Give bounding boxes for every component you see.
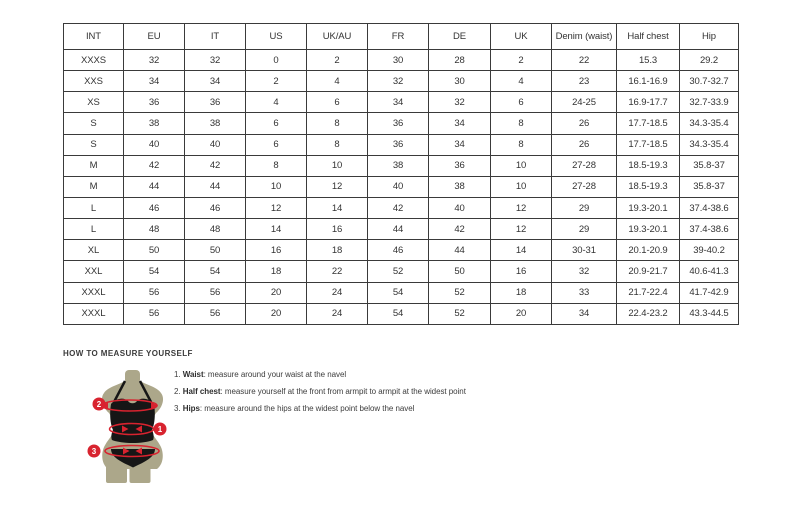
value-cell: 8 — [246, 155, 307, 176]
value-cell: 34 — [124, 71, 185, 92]
value-cell: 46 — [124, 197, 185, 218]
column-header: UK/AU — [307, 24, 368, 50]
value-cell: 44 — [124, 176, 185, 197]
value-cell: 40 — [185, 134, 246, 155]
value-cell: 50 — [185, 240, 246, 261]
value-cell: 14 — [307, 197, 368, 218]
value-cell: 23 — [552, 71, 617, 92]
value-cell: 22 — [307, 261, 368, 282]
table-row — [64, 282, 739, 303]
value-cell: 42 — [124, 155, 185, 176]
value-cell: 38 — [185, 113, 246, 134]
value-cell: 18.5-19.3 — [617, 176, 680, 197]
value-cell: 20 — [246, 303, 307, 324]
measure-step-hips — [174, 401, 466, 418]
value-cell: 34 — [552, 303, 617, 324]
value-cell: 19.3-20.1 — [617, 219, 680, 240]
size-cell: M — [64, 155, 124, 176]
value-cell: 38 — [124, 113, 185, 134]
value-cell: 40 — [429, 197, 491, 218]
value-cell: 18 — [491, 282, 552, 303]
value-cell: 41.7-42.9 — [680, 282, 739, 303]
value-cell: 0 — [246, 50, 307, 71]
value-cell: 16.1-16.9 — [617, 71, 680, 92]
value-cell: 10 — [491, 176, 552, 197]
value-cell: 10 — [491, 155, 552, 176]
measure-step-half-chest — [174, 384, 466, 401]
value-cell: 8 — [491, 134, 552, 155]
value-cell: 42 — [368, 197, 429, 218]
value-cell: 32 — [185, 50, 246, 71]
value-cell: 34 — [368, 92, 429, 113]
column-header: Half chest — [617, 24, 680, 50]
value-cell: 17.7-18.5 — [617, 113, 680, 134]
size-table-body — [64, 50, 739, 325]
badge-chest — [93, 398, 106, 411]
table-header-row — [64, 24, 739, 50]
size-cell: S — [64, 134, 124, 155]
value-cell: 34.3-35.4 — [680, 134, 739, 155]
table-row — [64, 71, 739, 92]
value-cell: 14 — [246, 219, 307, 240]
value-cell: 30.7-32.7 — [680, 71, 739, 92]
value-cell: 52 — [429, 303, 491, 324]
value-cell: 42 — [185, 155, 246, 176]
value-cell: 24 — [307, 303, 368, 324]
value-cell: 34.3-35.4 — [680, 113, 739, 134]
value-cell: 4 — [491, 71, 552, 92]
value-cell: 40.6-41.3 — [680, 261, 739, 282]
value-cell: 46 — [368, 240, 429, 261]
value-cell: 27-28 — [552, 176, 617, 197]
value-cell: 48 — [124, 219, 185, 240]
value-cell: 44 — [368, 219, 429, 240]
value-cell: 54 — [368, 303, 429, 324]
value-cell: 16 — [491, 261, 552, 282]
column-header: INT — [64, 24, 124, 50]
value-cell: 54 — [124, 261, 185, 282]
size-cell: XL — [64, 240, 124, 261]
value-cell: 16 — [246, 240, 307, 261]
value-cell: 15.3 — [617, 50, 680, 71]
value-cell: 32.7-33.9 — [680, 92, 739, 113]
value-cell: 36 — [185, 92, 246, 113]
value-cell: 20.9-21.7 — [617, 261, 680, 282]
value-cell: 20 — [246, 282, 307, 303]
value-cell: 6 — [491, 92, 552, 113]
value-cell: 30-31 — [552, 240, 617, 261]
column-header: UK — [491, 24, 552, 50]
value-cell: 37.4-38.6 — [680, 197, 739, 218]
value-cell: 32 — [368, 71, 429, 92]
value-cell: 29 — [552, 219, 617, 240]
size-cell: M — [64, 176, 124, 197]
value-cell: 8 — [307, 113, 368, 134]
value-cell: 2 — [246, 71, 307, 92]
column-header: Hip — [680, 24, 739, 50]
column-header: US — [246, 24, 307, 50]
size-cell: XXL — [64, 261, 124, 282]
value-cell: 29 — [552, 197, 617, 218]
table-row — [64, 50, 739, 71]
badge-hips — [88, 445, 101, 458]
value-cell: 37.4-38.6 — [680, 219, 739, 240]
value-cell: 56 — [124, 282, 185, 303]
value-cell: 42 — [429, 219, 491, 240]
column-header: Denim (waist) — [552, 24, 617, 50]
value-cell: 19.3-20.1 — [617, 197, 680, 218]
step-text: : measure around your waist at the navel — [203, 370, 347, 379]
value-cell: 22.4-23.2 — [617, 303, 680, 324]
table-row — [64, 261, 739, 282]
value-cell: 8 — [307, 134, 368, 155]
value-cell: 10 — [246, 176, 307, 197]
value-cell: 10 — [307, 155, 368, 176]
value-cell: 36 — [124, 92, 185, 113]
size-cell: S — [64, 113, 124, 134]
value-cell: 6 — [246, 134, 307, 155]
value-cell: 27-28 — [552, 155, 617, 176]
value-cell: 50 — [429, 261, 491, 282]
value-cell: 32 — [124, 50, 185, 71]
value-cell: 30 — [368, 50, 429, 71]
value-cell: 48 — [185, 219, 246, 240]
step-term: Waist — [182, 370, 204, 379]
value-cell: 12 — [491, 219, 552, 240]
value-cell: 16 — [307, 219, 368, 240]
value-cell: 54 — [185, 261, 246, 282]
size-chart-table — [63, 23, 739, 325]
value-cell: 54 — [368, 282, 429, 303]
value-cell: 44 — [429, 240, 491, 261]
value-cell: 28 — [429, 50, 491, 71]
column-header: EU — [124, 24, 185, 50]
step-text: : measure around the hips at the widest point below the navel — [199, 403, 415, 413]
table-row — [64, 197, 739, 218]
value-cell: 34 — [429, 134, 491, 155]
column-header: IT — [185, 24, 246, 50]
value-cell: 2 — [491, 50, 552, 71]
value-cell: 18 — [246, 261, 307, 282]
value-cell: 52 — [368, 261, 429, 282]
table-row — [64, 240, 739, 261]
table-row — [64, 176, 739, 197]
value-cell: 33 — [552, 282, 617, 303]
size-cell: XXXS — [64, 50, 124, 71]
value-cell: 4 — [307, 71, 368, 92]
table-row — [64, 92, 739, 113]
value-cell: 22 — [552, 50, 617, 71]
value-cell: 20 — [491, 303, 552, 324]
value-cell: 40 — [368, 176, 429, 197]
value-cell: 35.8-37 — [680, 155, 739, 176]
value-cell: 14 — [491, 240, 552, 261]
value-cell: 32 — [552, 261, 617, 282]
value-cell: 34 — [185, 71, 246, 92]
step-term: Half chest — [182, 386, 221, 396]
value-cell: 8 — [491, 113, 552, 134]
step-number: 1. — [174, 370, 181, 379]
value-cell: 52 — [429, 282, 491, 303]
value-cell: 4 — [246, 92, 307, 113]
value-cell: 12 — [246, 197, 307, 218]
value-cell: 46 — [185, 197, 246, 218]
step-number: 3. — [174, 403, 181, 413]
value-cell: 32 — [429, 92, 491, 113]
step-term: Hips — [182, 403, 200, 413]
value-cell: 56 — [185, 282, 246, 303]
column-header: DE — [429, 24, 491, 50]
value-cell: 36 — [368, 113, 429, 134]
value-cell: 24 — [307, 282, 368, 303]
value-cell: 18 — [307, 240, 368, 261]
value-cell: 36 — [429, 155, 491, 176]
step-text: : measure yourself at the front from armpit to armpit at the widest point — [220, 386, 466, 396]
value-cell: 2 — [307, 50, 368, 71]
badge-hips-number: 3 — [91, 446, 97, 456]
value-cell: 40 — [124, 134, 185, 155]
measure-steps — [174, 367, 466, 417]
table-row — [64, 219, 739, 240]
value-cell: 44 — [185, 176, 246, 197]
value-cell: 50 — [124, 240, 185, 261]
value-cell: 56 — [124, 303, 185, 324]
value-cell: 16.9-17.7 — [617, 92, 680, 113]
size-cell: XXXL — [64, 303, 124, 324]
measure-step-waist — [174, 367, 466, 384]
value-cell: 29.2 — [680, 50, 739, 71]
value-cell: 6 — [246, 113, 307, 134]
size-cell: XS — [64, 92, 124, 113]
measure-section-title: HOW TO MEASURE YOURSELF — [63, 349, 193, 358]
size-cell: XXS — [64, 71, 124, 92]
value-cell: 17.7-18.5 — [617, 134, 680, 155]
size-cell: L — [64, 219, 124, 240]
table-row — [64, 303, 739, 324]
badge-waist — [154, 423, 167, 436]
badge-chest-number: 2 — [96, 399, 102, 409]
table-row — [64, 155, 739, 176]
value-cell: 26 — [552, 134, 617, 155]
value-cell: 20.1-20.9 — [617, 240, 680, 261]
column-header: FR — [368, 24, 429, 50]
value-cell: 35.8-37 — [680, 176, 739, 197]
value-cell: 12 — [307, 176, 368, 197]
value-cell: 43.3-44.5 — [680, 303, 739, 324]
table-row — [64, 134, 739, 155]
value-cell: 21.7-22.4 — [617, 282, 680, 303]
size-cell: XXXL — [64, 282, 124, 303]
value-cell: 39-40.2 — [680, 240, 739, 261]
value-cell: 38 — [368, 155, 429, 176]
size-cell: L — [64, 197, 124, 218]
value-cell: 26 — [552, 113, 617, 134]
value-cell: 12 — [491, 197, 552, 218]
value-cell: 56 — [185, 303, 246, 324]
badge-waist-number: 1 — [157, 424, 163, 434]
value-cell: 24-25 — [552, 92, 617, 113]
value-cell: 34 — [429, 113, 491, 134]
step-number: 2. — [174, 386, 181, 396]
value-cell: 36 — [368, 134, 429, 155]
value-cell: 6 — [307, 92, 368, 113]
table-row — [64, 113, 739, 134]
value-cell: 38 — [429, 176, 491, 197]
value-cell: 18.5-19.3 — [617, 155, 680, 176]
value-cell: 30 — [429, 71, 491, 92]
